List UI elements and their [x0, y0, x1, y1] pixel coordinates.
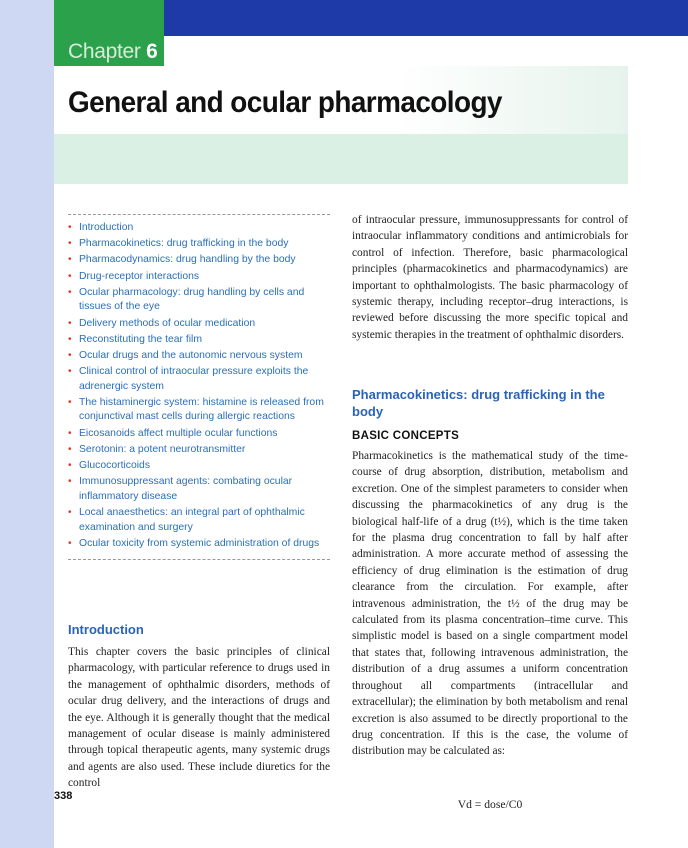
toc-item: • Drug-receptor interactions [68, 270, 330, 285]
toc-item: • Serotonin: a potent neurotransmitter [68, 443, 330, 458]
toc-list [68, 221, 330, 551]
chapter-word: Chapter [68, 40, 141, 63]
pharmacokinetics-text: Pharmacokinetics is the mathematical study of the time-course of drug absorption, distribution, metabolism and excretion. One of the simplest parameters to consider when discussing the pharmacokinetics of any drug is the biological half-life of a drug (t½), which is the time taken for the plasma drug concentration to fall by half after administration. A more accurate method of assessing the efficiency of drug elimination is the estimation of drug clearance from the circulation. For example, after intravenous administration, the t½ of the drug may be calculated from its plasma concentration–time curve. This simplistic model is based on a single compartment model that states that, following intravenous administration, the distribution of a drug assumes a uniform concentration throughout all compartments (intracellular and extracellular); the elimination by both metabolism and renal excretion is also assumed to be directly proportional to the drug concentration. If this is the case, the volume of distribution may be calculated as: [352, 450, 628, 758]
toc-item: • Reconstituting the tear film [68, 333, 330, 348]
toc-item: • Ocular pharmacology: drug handling by cells and tissues of the eye [68, 286, 330, 315]
volume-distribution-formula: Vd = dose/C0 [457, 798, 523, 811]
toc-item: • Clinical control of intraocular pressure exploits the adrenergic system [68, 365, 330, 394]
toc-item: • Immunosuppressant agents: combating ocular inflammatory disease [68, 475, 330, 504]
toc-item: • Introduction [68, 221, 330, 236]
toc-item: • Delivery methods of ocular medication [68, 317, 330, 332]
pharmacokinetics-heading: Pharmacokinetics: drug trafficking in the body [352, 387, 605, 419]
introduction-heading: Introduction [68, 622, 144, 637]
basic-concepts-subheading: BASIC CONCEPTS [352, 430, 460, 442]
page-number: 338 [54, 790, 73, 802]
title-underband [54, 134, 628, 184]
top-header-bar [164, 0, 688, 36]
chapter-contents [68, 214, 330, 560]
toc-item: • Pharmacokinetics: drug trafficking in the body [68, 237, 330, 252]
page-title: General and ocular pharmacology [68, 86, 502, 119]
toc-item: • Ocular toxicity from systemic administration of drugs [68, 537, 330, 552]
introduction-text: This chapter covers the basic principles of clinical pharmacology, with particular reference to drugs used in the management of ophthalmic disorders, methods of ocular drug delivery, and the interactions of drugs and the eye. Although it is generally thought that the medical management of ocular disease is mainly administered through topical therapeutic agents, many systemic drugs and agents are also used. These include diuretics for the control [68, 646, 330, 790]
intro-continuation-text: of intraocular pressure, immunosuppressants for control of intraocular inflammatory conditions and antimicrobials for control of infection. Therefore, basic pharmacological principles (pharmacokinetics and pharmacodynamics) are important to ophthalmologists. The basic pharmacology of systemic therapy, including receptor–drug interactions, is reviewed before discussing the more specific topical and systemic therapies in the treatment of ophthalmic disorders. [352, 214, 628, 341]
chapter-label [68, 40, 158, 64]
toc-item: • Eicosanoids affect multiple ocular functions [68, 427, 330, 442]
toc-item: • Ocular drugs and the autonomic nervous system [68, 349, 330, 364]
toc-item: • The histaminergic system: histamine is released from conjunctival mast cells during allergic reactions [68, 396, 330, 425]
toc-item: • Local anaesthetics: an integral part of ophthalmic examination and surgery [68, 506, 330, 535]
toc-item: • Pharmacodynamics: drug handling by the body [68, 253, 330, 268]
left-margin-band [0, 0, 54, 848]
chapter-number: 6 [146, 40, 158, 63]
toc-item: • Glucocorticoids [68, 459, 330, 474]
